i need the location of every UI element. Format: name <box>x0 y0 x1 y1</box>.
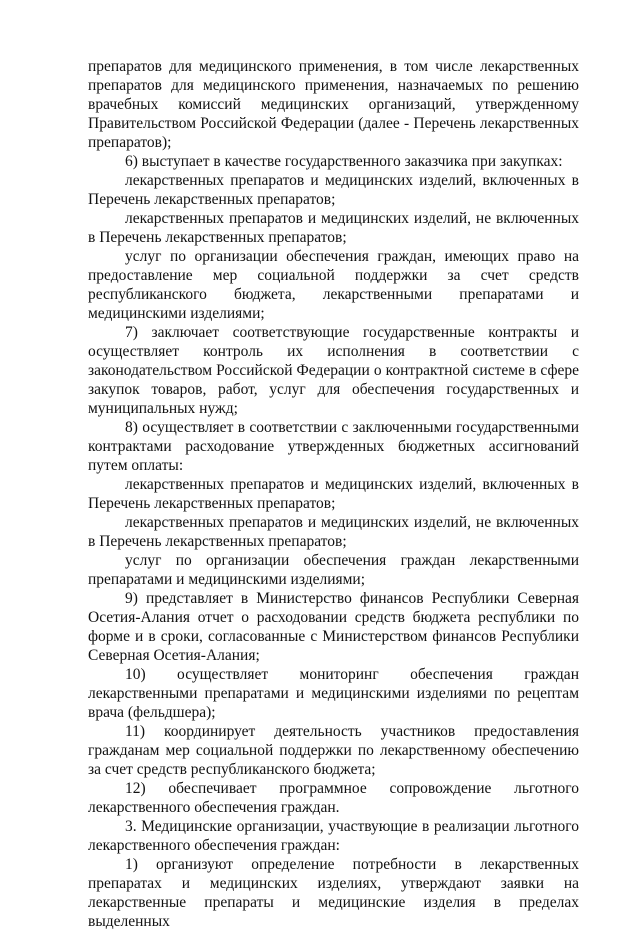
paragraph-section-3-item-1: 1) организуют определение потребности в лекарственных препаратах и медицинских изделиях, утверждают заявки на лекарственные препараты и медицинские изделия в пределах выделенных <box>88 856 579 930</box>
paragraph-purchase-not-included: лекарственных препаратов и медицинских изделий, не включенных в Перечень лекарственных препаратов; <box>88 210 579 246</box>
paragraph-item-9: 9) представляет в Министерство финансов Республики Северная Осетия-Алания отчет о расходовании средств бюджета республики по форме и в сроки, согласованные с Министерством финансов Республики Северная Осетия-Алания; <box>88 590 579 664</box>
paragraph-item-7: 7) заключает соответствующие государственные контракты и осуществляет контроль их исполнения в соответствии с законодательством Российской Федерации о контрактной системе в сфере закупок товаров, работ, услуг для обеспечения государственных и муниципальных нужд; <box>88 324 579 417</box>
paragraph-purchase-services: услуг по организации обеспечения граждан, имеющих право на предоставление мер социальной поддержки за счет средств республиканского бюджета, лекарственными препаратами и медицинскими изделиями; <box>88 248 579 322</box>
paragraph-purchase-included: лекарственных препаратов и медицинских изделий, включенных в Перечень лекарственных препаратов; <box>88 172 579 208</box>
paragraph-payment-not-included: лекарственных препаратов и медицинских изделий, не включенных в Перечень лекарственных препаратов; <box>88 514 579 550</box>
paragraph-payment-services: услуг по организации обеспечения граждан лекарственными препаратами и медицинскими изделиями; <box>88 552 579 588</box>
paragraph-continuation: препаратов для медицинского применения, в том числе лекарственных препаратов для медицинского применения, назначаемых по решению врачебных комиссий медицинских организаций, утвержденному Правительством Российской Федерации (далее - Перечень лекарственных препаратов); <box>88 58 579 151</box>
paragraph-item-11: 11) координирует деятельность участников предоставления гражданам мер социальной поддержки по лекарственному обеспечению за счет средств республиканского бюджета; <box>88 723 579 778</box>
paragraph-item-8: 8) осуществляет в соответствии с заключенными государственными контрактами расходование утвержденных бюджетных ассигнований путем оплаты: <box>88 419 579 474</box>
paragraph-item-10: 10) осуществляет мониторинг обеспечения граждан лекарственными препаратами и медицинскими изделиями по рецептам врача (фельдшера); <box>88 666 579 721</box>
paragraph-section-3: 3. Медицинские организации, участвующие в реализации льготного лекарственного обеспечения граждан: <box>88 818 579 854</box>
paragraph-payment-included: лекарственных препаратов и медицинских изделий, включенных в Перечень лекарственных препаратов; <box>88 476 579 512</box>
paragraph-item-12: 12) обеспечивает программное сопровождение льготного лекарственного обеспечения граждан. <box>88 780 579 816</box>
document-page <box>88 57 579 931</box>
paragraph-item-6: 6) выступает в качестве государственного заказчика при закупках: <box>125 153 563 170</box>
